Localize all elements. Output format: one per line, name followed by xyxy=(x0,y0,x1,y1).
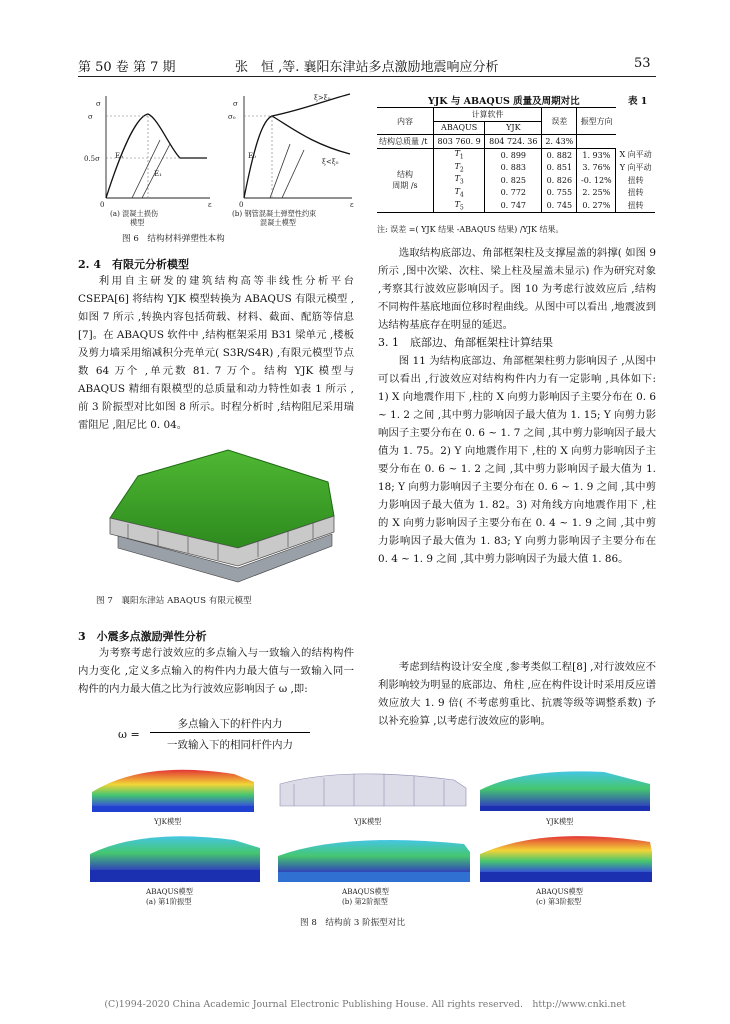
period-mode: 扭转 xyxy=(616,187,655,200)
fig6a-sigma-cr: σ xyxy=(88,113,93,121)
period-yjk: 0. 826 xyxy=(542,174,577,187)
fig8a-yjk xyxy=(92,770,254,812)
fig6a-label1: (a) 混凝土损伤 xyxy=(110,209,159,218)
fig8b-yjk-label: YJK模型 xyxy=(354,817,382,826)
th-abaqus: ABAQUS xyxy=(433,121,484,135)
fig6b-sigma0: σ₀ xyxy=(228,113,236,121)
table1-title: YJK 与 ABAQUS 质量及周期对比 xyxy=(428,96,580,107)
fig8a-caption: (a) 第1阶振型 xyxy=(146,897,192,906)
period-error: -0. 12% xyxy=(577,174,616,187)
period-abaqus: 0. 899 xyxy=(485,148,542,161)
period-symbol: $T_4$ xyxy=(433,187,484,200)
mass-yjk: 804 724. 36 xyxy=(485,135,542,149)
table1-label: 表 1 xyxy=(628,96,648,107)
mass-label: 结构总质量 /t xyxy=(377,135,433,149)
period-abaqus: 0. 747 xyxy=(485,199,542,212)
th-error: 误差 xyxy=(542,108,577,135)
fig6b-plot xyxy=(228,94,354,227)
period-error: 0. 27% xyxy=(577,199,616,212)
fig7-model xyxy=(98,436,336,586)
sec3-text: 为考察考虑行波效应的多点输入与一致输入的结构构件内力变化 ,定义多点输入的构件内力最大值与一致输入同一构件的内力最大值之比为行波效应影响因子 ω ,即: xyxy=(78,647,354,695)
sec3-title: 3 小震多点激励弹性分析 xyxy=(78,630,207,643)
period-mode: X 向平动 xyxy=(616,148,655,161)
period-mode: 扭转 xyxy=(616,199,655,212)
rc-para2: 图 11 为结构底部边、角部框架柱剪力影响因子 ,从图中可以看出 ,行波效应对结构构件内力有一定影响 ,具体如下: 1) X 向地震作用下 ,柱的 X 向剪力影响因子主要分布在 0. 6 ~ 1. 2 之间 ,其中剪力影响因子最大值为 1. 15; Y 向剪力影响因子主要分布在 0. 6 ~ 1. 7 之间 ,其中剪力影响因子最大值为 1. 75。2) Y 向地震作用下 ,柱的 X 向剪力影响因子主要分布在 0. 6 ~ 1. 2 之间 ,其中剪力影响因子最大值为 1. 18; Y 向剪力影响因子主要分布在 0. 6 ~ 1. 9 之间 ,其中剪力影响因子最大值为 1. 82。3) 对角线方向地震作用下 ,柱的 X 向剪力影响因子主要分布在 0. 4 ~ 1. 9 之间 ,其中剪力影响因子最大值为 1. 83; Y 向剪力影响因子主要分布在 0. 4 ~ 1. 9 之间 ,其中剪力影响因子为最大值 1. 86。 xyxy=(378,355,656,565)
fig6-caption: 图 6 结构材料弹塑性本构 xyxy=(122,234,225,244)
period-mode: 扭转 xyxy=(616,174,655,187)
fig6b-e0: E₀ xyxy=(248,152,256,160)
fig6a-origin: 0 xyxy=(100,201,105,209)
rc-para3: 考虑到结构设计安全度 ,参考类似工程[8] ,对行波效应不利影响较为明显的底部边、角柱 ,应在构件设计时采用反应谱效应放大 1. 9 倍( 不考虑剪重比、抗震等级等调整系数) 予以补充验算 ,以考虑行波效应的影响。 xyxy=(378,661,656,727)
period-abaqus: 0. 825 xyxy=(485,174,542,187)
th-yjk: YJK xyxy=(485,121,542,135)
fig6b-xi-lo: ξ<ξ₀ xyxy=(322,158,339,166)
mass-abaqus: 803 760. 9 xyxy=(433,135,484,149)
fig8b-yjk xyxy=(280,774,466,806)
period-label: 结构 周期 /s xyxy=(377,148,433,212)
running-title: 张 恒 ,等. 襄阳东津站多点激励地震响应分析 xyxy=(235,60,499,75)
fig8c-yjk-label: YJK模型 xyxy=(546,817,574,826)
fig6a-e0: E₀ xyxy=(115,152,123,160)
period-yjk: 0. 851 xyxy=(542,161,577,174)
fig8c-caption: (c) 第3阶振型 xyxy=(536,897,582,906)
mass-err: 2. 43% xyxy=(542,135,577,149)
fig6b-sigma: σ xyxy=(233,100,238,108)
fig8b-abaqus xyxy=(278,840,470,882)
fig8a-abaqus-label: ABAQUS模型 xyxy=(146,887,193,896)
fig8-caption: 图 8 结构前 3 阶振型对比 xyxy=(300,918,406,928)
period-symbol: $T_3$ xyxy=(433,174,484,187)
period-symbol: $T_2$ xyxy=(433,161,484,174)
fig6b-label1: (b) 钢管混凝土弹塑性约束 xyxy=(232,209,317,218)
fig8-graphics xyxy=(84,762,656,912)
journal-issue: 第 50 卷 第 7 期 xyxy=(78,60,176,75)
page-number: 53 xyxy=(634,56,651,71)
fig8a-yjk-label: YJK模型 xyxy=(154,817,182,826)
fig8c-yjk xyxy=(480,771,650,811)
fig6b-origin: 0 xyxy=(239,201,244,209)
period-yjk: 0. 882 xyxy=(542,148,577,161)
fig7-caption: 图 7 襄阳东津站 ABAQUS 有限元模型 xyxy=(96,596,252,606)
fig8b-caption: (b) 第2阶振型 xyxy=(342,897,388,906)
sec24-text: 利用自主研发的建筑结构高等非线性分析平台 CSEPA[6] 将结构 YJK 模型转换为 ABAQUS 有限元模型 ,如图 7 所示 ,转换内容包括荷载、材料、截面、配筋等信息[7]。在 ABAQUS 软件中 ,结构框架采用 B31 梁单元 ,楼板及剪力墙采用缩减积分壳单元( S3R/S4R) ,有限元模型节点数 64 万个 ,单元数 81. 7 万个。结构 YJK 模型与 ABAQUS 精细有限模型的总质量和动力特性如表 1 所示 ,前 3 阶振型对比如图 8 所示。时程分析时 ,结构阻尼采用瑞雷阻尼 ,阻尼比 0. 04。 xyxy=(78,275,354,431)
fig6a-label2: 模型 xyxy=(130,218,145,227)
copyright-footer: (C)1994-2020 China Academic Journal Electronic Publishing House. All rights reserved. http://www.cnki.net xyxy=(104,999,626,1010)
period-yjk: 0. 755 xyxy=(542,187,577,200)
period-row xyxy=(377,148,655,161)
period-symbol: $T_1$ xyxy=(433,148,484,161)
fig6a-half-sigma: 0.5σ xyxy=(84,155,100,163)
formula-numerator: 多点输入下的杆件内力 xyxy=(150,716,310,733)
rc-para1: 选取结构底部边、角部框架柱及支撑屋盖的斜撑( 如图 9 所示 ,图中次梁、次柱、梁上柱及屋盖未显示) 作为研究对象 ,考察其行波效应影响因子。图 10 为考虑行波效应后 ,结构不同构件基底地面位移时程曲线。从图中可以看出 ,地震波到达结构基底存在明显的延迟。 xyxy=(378,247,656,331)
table1 xyxy=(377,107,655,213)
fig6a-plot xyxy=(84,96,212,227)
period-abaqus: 0. 883 xyxy=(485,161,542,174)
period-error: 1. 93% xyxy=(577,148,616,161)
period-symbol: $T_5$ xyxy=(433,199,484,212)
sec24-title: 2. 4 有限元分析模型 xyxy=(78,258,189,271)
th-software: 计算软件 xyxy=(433,108,541,122)
fig8c-abaqus-label: ABAQUS模型 xyxy=(536,887,583,896)
period-error: 2. 25% xyxy=(577,187,616,200)
sec31-title: 3. 1 底部边、角部框架柱计算结果 xyxy=(378,336,553,349)
fig6a-sigma: σ xyxy=(96,100,101,108)
formula-lhs: ω = xyxy=(118,728,140,741)
formula-denominator: 一致输入下的相同杆件内力 xyxy=(167,739,293,751)
period-mode: Y 向平动 xyxy=(616,161,655,174)
th-mode: 振型方向 xyxy=(577,108,616,135)
fig6b-xi-hi: ξ>ξ₀ xyxy=(314,94,331,102)
period-error: 3. 76% xyxy=(577,161,616,174)
fig6b-eps: ε xyxy=(350,201,354,209)
fig6b-label2: 混凝土模型 xyxy=(260,218,296,227)
fig8c-abaqus xyxy=(480,836,652,882)
fig6a-eps: ε xyxy=(208,201,212,209)
period-yjk: 0. 745 xyxy=(542,199,577,212)
table1-note: 注: 误差 =( YJK 结果 -ABAQUS 结果) /YJK 结果。 xyxy=(377,225,564,234)
fig6-graphics xyxy=(82,88,362,228)
th-content: 内容 xyxy=(377,108,433,135)
period-abaqus: 0. 772 xyxy=(485,187,542,200)
fig6a-e1: E₁ xyxy=(154,170,162,178)
header-rule xyxy=(78,76,656,77)
fig8a-abaqus xyxy=(90,836,260,882)
fig8b-abaqus-label: ABAQUS模型 xyxy=(342,887,389,896)
